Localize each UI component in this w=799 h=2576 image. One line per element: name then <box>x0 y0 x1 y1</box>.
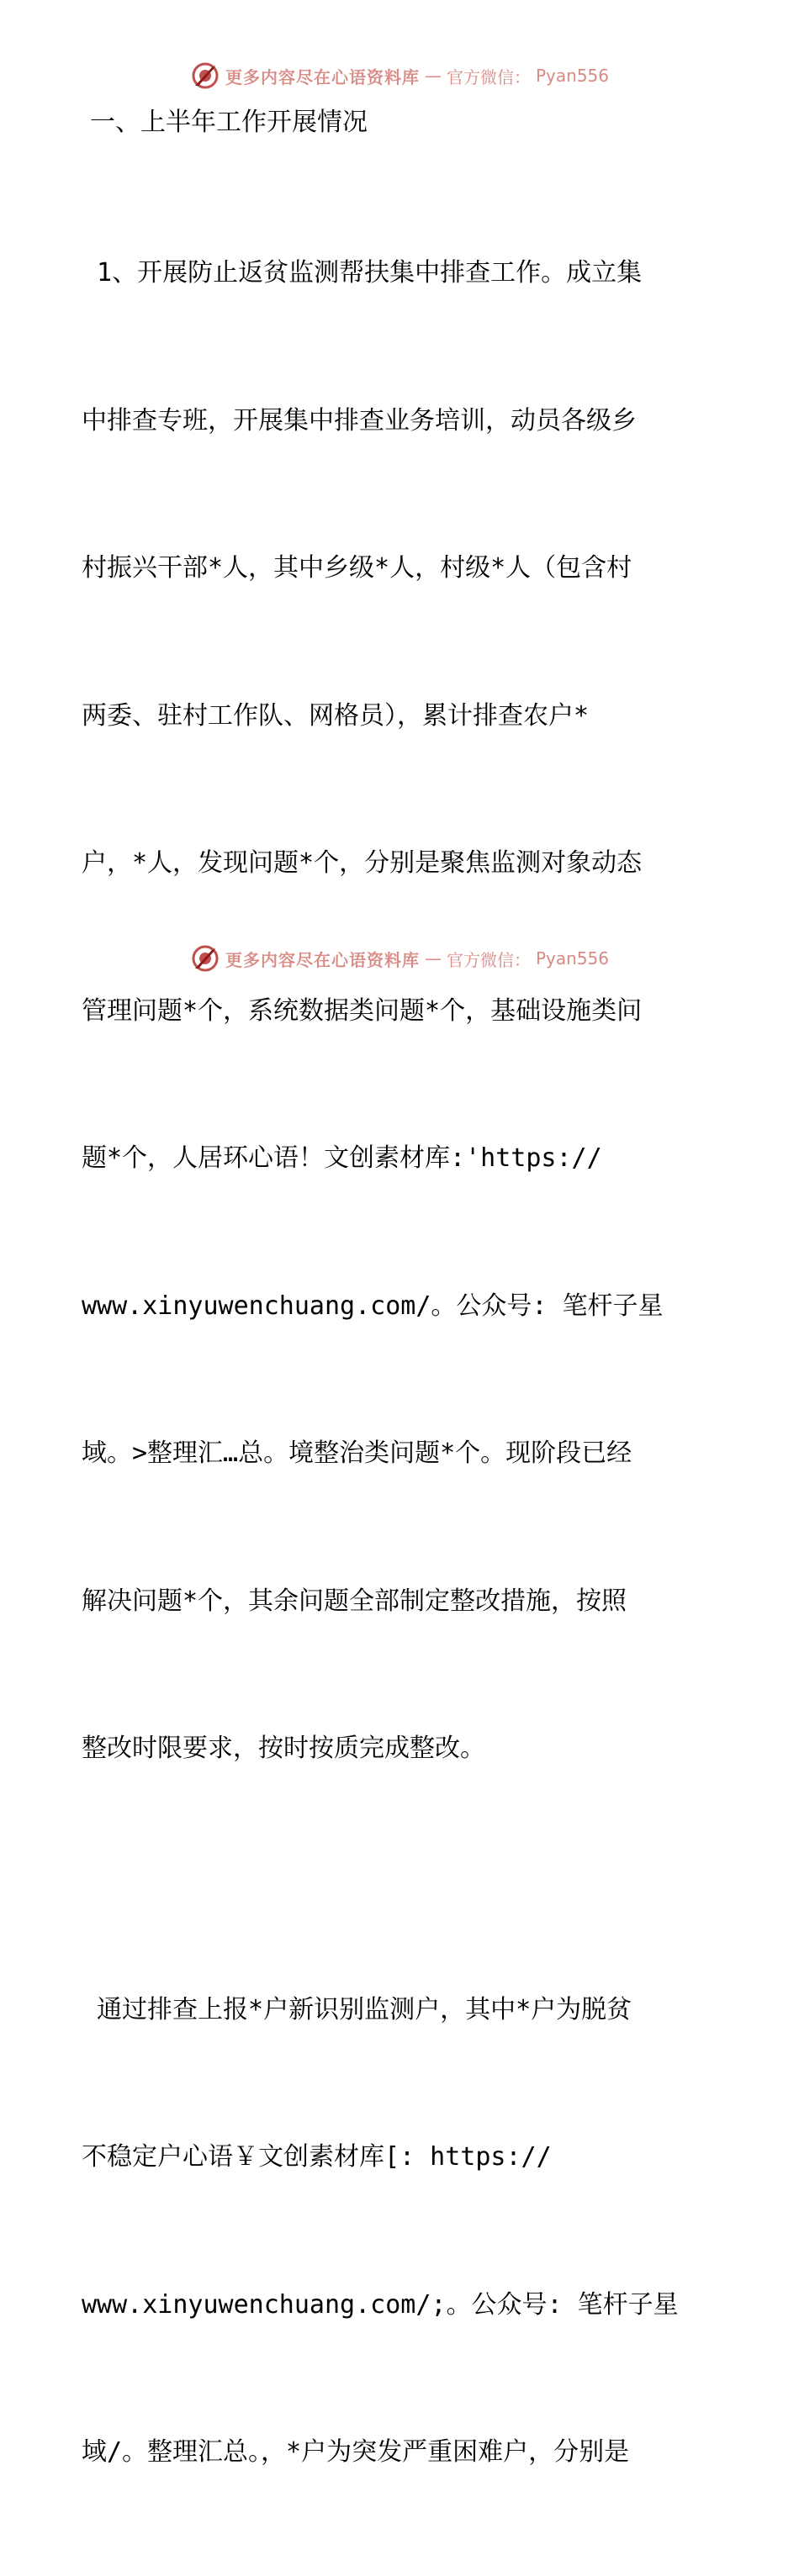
section-heading: 一、上半年工作开展情况 <box>90 108 368 137</box>
text-line: 管理问题*个，系统数据类问题*个，基础设施类问 <box>82 995 643 1026</box>
text-line: 两委、驻村工作队、网格员），累计排查农户* <box>82 700 590 731</box>
watermark-wechat-id: Pyan556 <box>535 66 609 86</box>
watermark-separator: — <box>424 66 442 86</box>
text-line: 通过排查上报*户新识别监测户，其中*户为脱贫 <box>82 1994 632 2024</box>
text-line: 1、开展防止返贫监测帮扶集中排查工作。成立集 <box>82 258 643 288</box>
watermark-text: 更多内容尽在心语资料库 <box>225 66 420 87</box>
watermark-text: 更多内容尽在心语资料库 <box>225 949 420 970</box>
text-line: 题*个，人居环心语！文创素材库:'https:// <box>82 1143 602 1173</box>
watermark-wechat-label: 官方微信： <box>446 949 531 970</box>
text-line: www.xinyuwenchuang.com/。公众号: 笔杆子星 <box>82 1291 664 1321</box>
footer-watermark <box>0 942 799 975</box>
header-watermark <box>0 59 799 92</box>
document-body <box>82 98 721 2576</box>
paragraph-1 <box>82 150 721 1872</box>
quill-circle-icon <box>190 943 220 974</box>
quill-circle-icon <box>190 61 220 91</box>
text-line: 不稳定户心语￥文创素材库[: https:// <box>82 2142 552 2172</box>
text-line: 中排查专班，开展集中排查业务培训，动员各级乡 <box>82 405 637 435</box>
paragraph-2 <box>82 1887 721 2576</box>
watermark-separator: — <box>424 948 442 969</box>
text-line: 整改时限要求，按时按质完成整改。 <box>82 1734 485 1763</box>
text-line: 户，*人，发现问题*个，分别是聚焦监测对象动态 <box>82 848 643 878</box>
text-line: 解决问题*个，其余问题全部制定整改措施，按照 <box>82 1586 627 1616</box>
text-line: 域。>整理汇…总。境整治类问题*个。现阶段已经 <box>82 1438 632 1468</box>
text-line: 村振兴干部*人，其中乡级*人，村级*人（包含村 <box>82 553 632 583</box>
text-line: 域/。整理汇总。，*户为突发严重困难户，分别是 <box>82 2437 630 2467</box>
watermark-wechat-id: Pyan556 <box>535 948 609 969</box>
text-line: www.xinyuwenchuang.com/;。公众号: 笔杆子星 <box>82 2289 679 2320</box>
watermark-wechat-label: 官方微信： <box>446 66 531 87</box>
